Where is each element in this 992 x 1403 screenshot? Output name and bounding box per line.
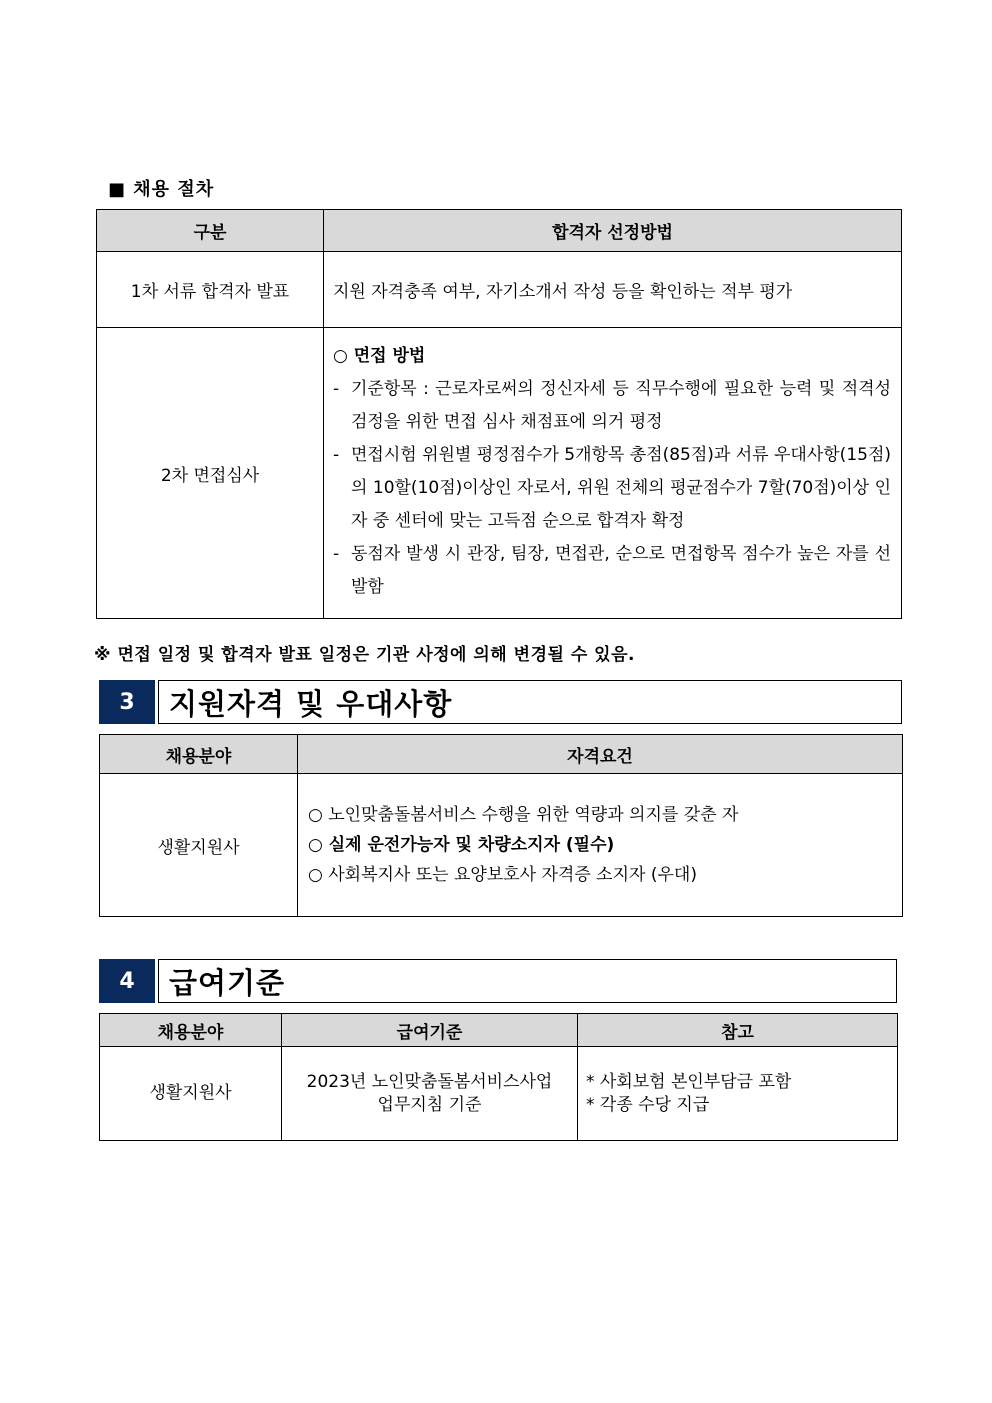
section-4-title: 급여기준 (158, 959, 897, 1003)
section-4-number: 4 (99, 959, 155, 1003)
stage-2-details (324, 328, 902, 619)
interview-item-text: 동점자 발생 시 관장, 팀장, 면접관, 순으로 면접항목 점수가 높은 자를 선발함 (351, 544, 891, 597)
header-field: 채용분야 (100, 1014, 282, 1047)
schedule-notice: ※ 면접 일정 및 합격자 발표 일정은 기관 사정에 의해 변경될 수 있음. (94, 645, 635, 665)
requirements-list (298, 774, 903, 917)
recruitment-process-table (96, 209, 902, 619)
qualification-table (99, 734, 903, 917)
requirement-item: ○ 사회복지사 또는 요양보호사 자격증 소지자 (우대) (308, 865, 697, 885)
interview-item (333, 373, 891, 439)
header-salary-standard: 급여기준 (282, 1014, 578, 1047)
requirement-item: ○ 실제 운전가능자 및 차량소지자 (필수) (308, 835, 615, 855)
stage-2-label: 2차 면접심사 (97, 328, 324, 619)
interview-item-text: 면접시험 위원별 평정점수가 5개항목 총점(85점)과 서류 우대사항(15점)의 10할(10점)이상인 자로서, 위원 전체의 평균점수가 7할(70점)이상 인자 중 센터에 맞는 고득점 순으로 합격자 확정 (351, 445, 892, 531)
dash-marker: - (333, 379, 340, 399)
reference-note: * 각종 수당 지급 (586, 1094, 710, 1115)
section-4-header (99, 959, 897, 1003)
salary-standard-line: 업무지침 기준 (377, 1094, 482, 1115)
header-requirements: 자격요건 (298, 735, 903, 774)
field-label: 생활지원사 (100, 1047, 282, 1141)
section-3-title: 지원자격 및 우대사항 (158, 680, 902, 724)
interview-item (333, 439, 891, 538)
reference-note: * 사회보험 본인부담금 포함 (586, 1071, 792, 1092)
salary-standard-line: 2023년 노인맞춤돌봄서비스사업 (306, 1071, 553, 1092)
header-method: 합격자 선정방법 (324, 210, 902, 252)
header-category: 구분 (97, 210, 324, 252)
stage-1-label: 1차 서류 합격자 발표 (97, 252, 324, 328)
field-label: 생활지원사 (100, 774, 298, 917)
salary-standard (282, 1047, 578, 1141)
dash-marker: - (333, 544, 340, 564)
interview-method-heading: ○ 면접 방법 (333, 346, 426, 366)
stage-1-method: 지원 자격충족 여부, 자기소개서 작성 등을 확인하는 적부 평가 (324, 252, 902, 328)
header-reference: 참고 (578, 1014, 898, 1047)
section-3-header (99, 680, 902, 724)
reference-notes (578, 1047, 898, 1141)
interview-item (333, 538, 891, 604)
salary-table (99, 1013, 898, 1141)
section-3-number: 3 (99, 680, 155, 724)
recruitment-process-title: ■ 채용 절차 (108, 179, 215, 200)
interview-item-text: 기준항목 : 근로자로써의 정신자세 등 직무수행에 필요한 능력 및 적격성 검정을 위한 면접 심사 채점표에 의거 평정 (351, 379, 891, 432)
requirement-item: ○ 노인맞춤돌봄서비스 수행을 위한 역량과 의지를 갖춘 자 (308, 805, 739, 825)
dash-marker: - (333, 445, 340, 465)
header-field: 채용분야 (100, 735, 298, 774)
